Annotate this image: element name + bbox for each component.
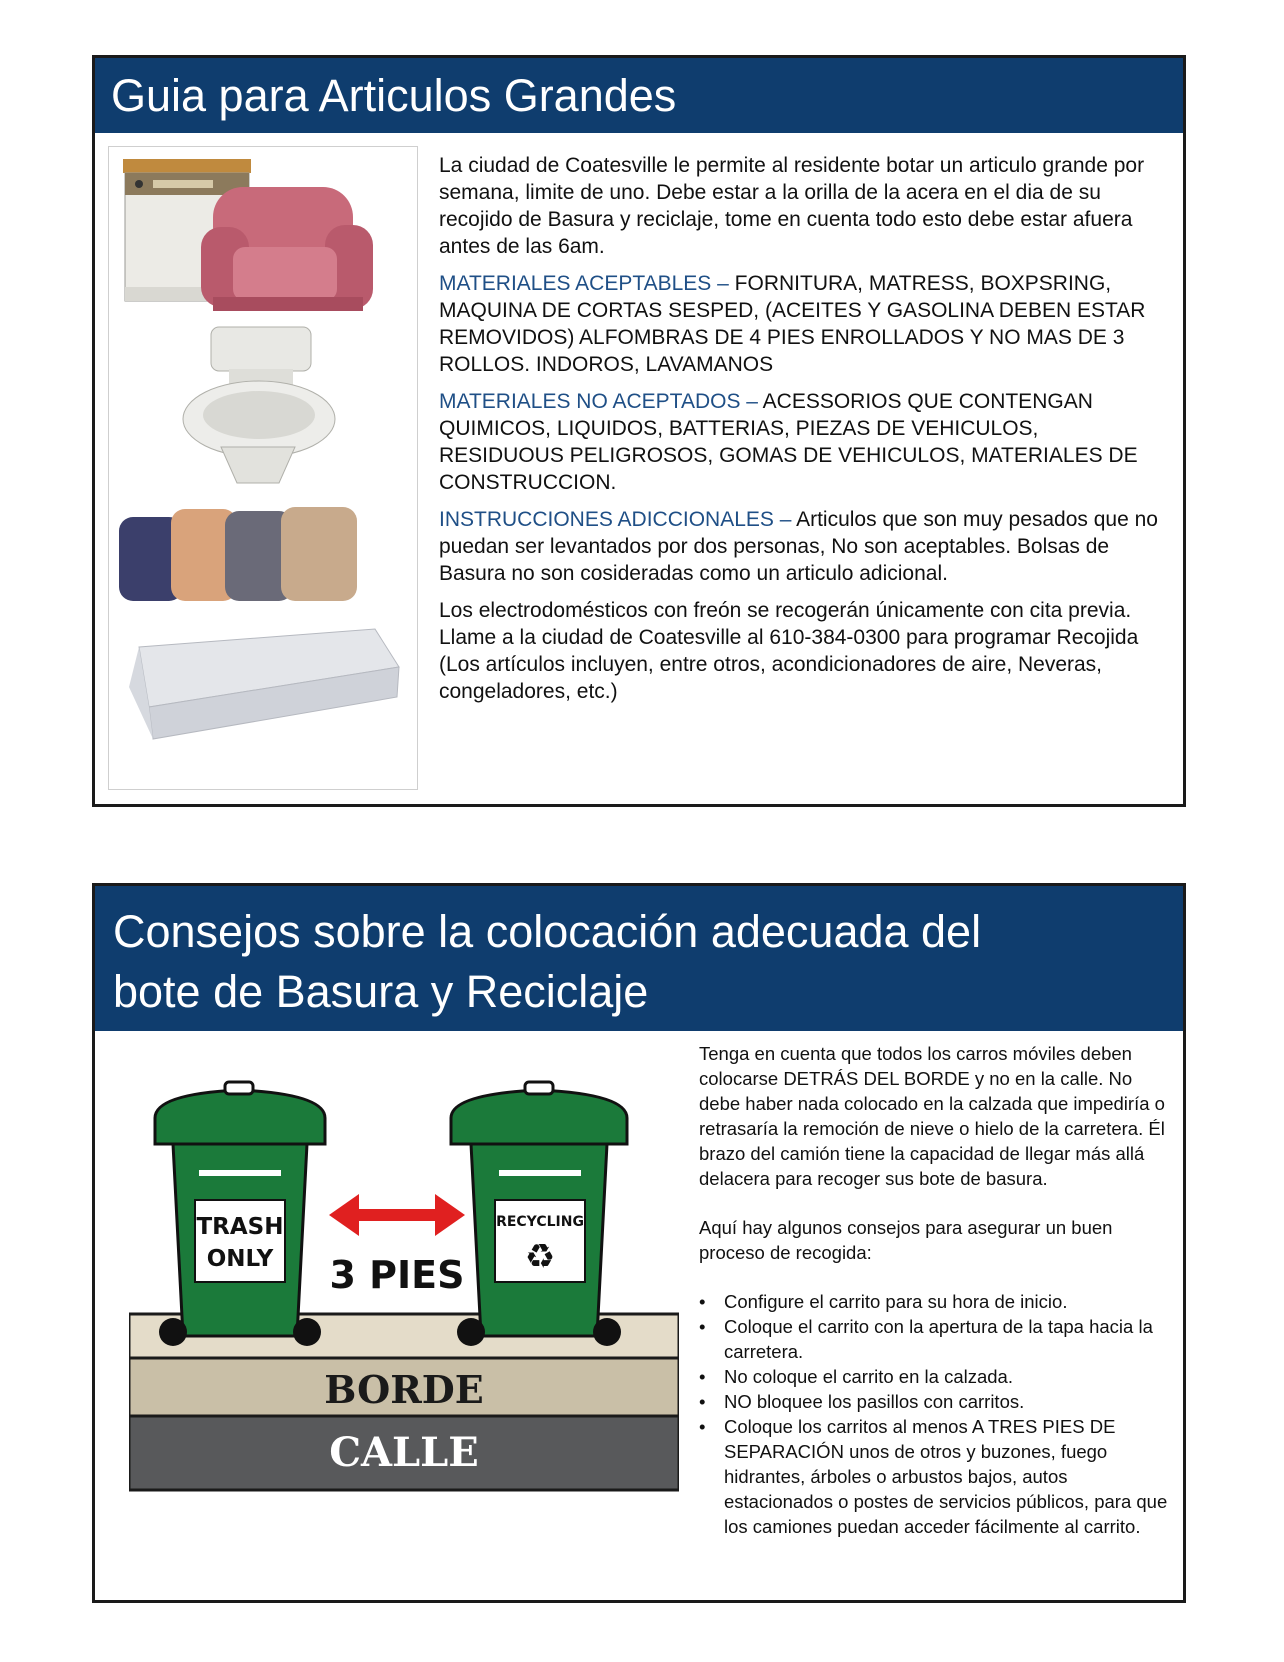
trash-bin-icon [155, 1082, 325, 1346]
mattress-image [129, 629, 399, 739]
toilet-image [183, 327, 335, 483]
large-items-title: Guia para Articulos Grandes [95, 58, 1183, 133]
additional-text: Articulos que son muy pesados que no puedan ser levantados por dos personas, No son aceptables. Bolsas de Basura no son cosideradas como un articulo adicional. [439, 508, 1158, 585]
not-accepted-label: MATERIALES NO ACEPTADOS – [439, 390, 758, 413]
recycling-label: RECYCLING [496, 1214, 584, 1230]
carpet-rolls-image [119, 507, 357, 601]
cart-placement-title [95, 886, 1183, 1031]
accepted-materials [439, 270, 1169, 378]
tips-list [699, 1289, 1169, 1539]
not-accepted-text: ACESSORIOS QUE CONTENGAN QUIMICOS, LIQUIDOS, BATTERIAS, PIEZAS DE VEHICULOS, RESIDUOUS PELIGROSOS, GOMAS DE VEHICULOS, MATERIALES DE CONSTRUCCION. [439, 390, 1138, 494]
large-items-intro: La ciudad de Coatesville le permite al residente botar un articulo grande por semana, limite de uno. Debe estar a la orilla de la acera en el dia de su recojido de Basura y reciclaje, tome en cuenta todo esto debe estar afuera antes de las 6am. [439, 154, 1145, 258]
tip-item: • NO bloquee los pasillos con carritos. [724, 1389, 1169, 1414]
tip-item: • Coloque el carrito con la apertura de la tapa hacia la carretera. [724, 1314, 1169, 1364]
additional-instructions [439, 506, 1169, 587]
recycle-symbol-icon: ♻ [524, 1237, 556, 1277]
trash-label-line2: ONLY [206, 1246, 274, 1272]
street-label: CALLE [329, 1429, 479, 1476]
cart-placement-text [699, 1041, 1169, 1539]
cart-placement-intro: Tenga en cuenta que todos los carros móviles deben colocarse DETRÁS DEL BORDE y no en la calle. No debe haber nada colocado en la calzada que impediría o retrasaría la remoción de nieve o hielo de la carretera. Él brazo del camión tiene la capacidad de llegar más allá delacera para recoger sus bote de basura. [699, 1043, 1165, 1189]
large-items-photos [108, 146, 418, 790]
cart-placement-title-line2: bote de Basura y Reciclaje [113, 966, 649, 1017]
trash-label-line1: TRASH [196, 1214, 284, 1240]
distance-arrow-icon [329, 1194, 465, 1236]
cart-placement-diagram [129, 1066, 679, 1516]
tip-item: • Coloque los carritos al menos A TRES PIES DE SEPARACIÓN unos de otros y buzones, fuego hidrantes, árboles o arbustos bajos, autos estacionados o postes de servicios públicos, para que los camiones puedan acceder fácilmente al carrito. [724, 1414, 1169, 1539]
tips-intro: Aquí hay algunos consejos para asegurar un buen proceso de recogida: [699, 1217, 1113, 1263]
accepted-label: MATERIALES ACEPTABLES – [439, 272, 729, 295]
accepted-text: FORNITURA, MATRESS, BOXPSRING, MAQUINA DE CORTAS SESPED, (ACEITES Y GASOLINA DEBEN ESTAR REMOVIDOS) ALFOMBRAS DE 4 PIES ENROLLADOS Y NO MAS DE 3 ROLLOS. INDOROS, LAVAMANOS [439, 272, 1146, 376]
freon-note: Los electrodomésticos con freón se recogerán únicamente con cita previa. Llame a la ciudad de Coatesville al 610-384-0300 para programar Recojida (Los artículos incluyen, entre otros, acondicionadores de aire, Neveras, congeladores, etc.) [439, 599, 1139, 703]
cart-placement-panel [92, 883, 1186, 1603]
armchair-image [201, 187, 373, 311]
large-items-panel [92, 55, 1186, 807]
not-accepted-materials [439, 388, 1169, 496]
tip-item: • Configure el carrito para su hora de inicio. [724, 1289, 1169, 1314]
curb-label: BORDE [324, 1367, 484, 1412]
distance-label: 3 PIES [329, 1253, 465, 1297]
large-items-text [439, 152, 1169, 715]
recycling-bin-icon [451, 1082, 627, 1346]
tip-item: • No coloque el carrito en la calzada. [724, 1364, 1169, 1389]
cart-placement-title-line1: Consejos sobre la colocación adecuada del [113, 906, 982, 957]
additional-label: INSTRUCCIONES ADICCIONALES – [439, 508, 792, 531]
